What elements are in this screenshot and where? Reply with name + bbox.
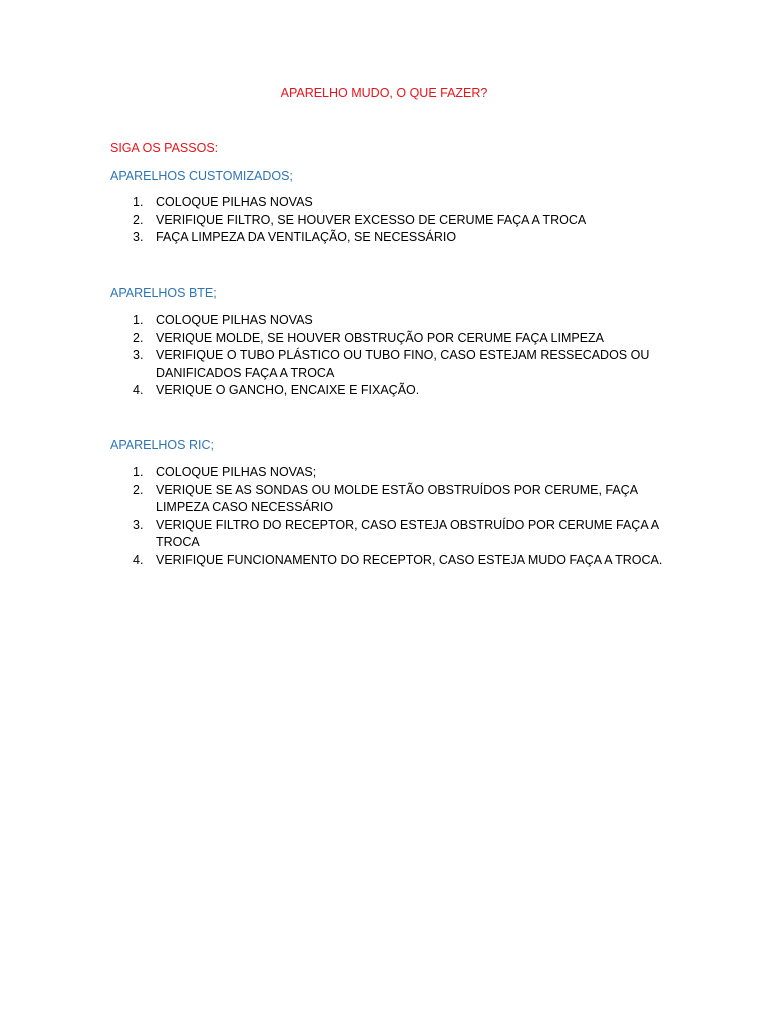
list-item-number: 1. bbox=[133, 195, 144, 209]
steps-list-bte bbox=[110, 312, 665, 400]
list-item bbox=[110, 347, 665, 382]
list-item-text: VERIFIQUE FILTRO, SE HOUVER EXCESSO DE CERUME FAÇA A TROCA bbox=[156, 212, 587, 227]
list-item bbox=[110, 312, 665, 330]
steps-heading: SIGA OS PASSOS: bbox=[110, 141, 219, 155]
list-item-number: 2. bbox=[133, 212, 144, 227]
steps-list-customizados bbox=[110, 194, 665, 247]
list-item bbox=[110, 212, 665, 230]
list-item bbox=[110, 464, 665, 482]
list-item-text: VERIQUE FILTRO DO RECEPTOR, CASO ESTEJA OBSTRUÍDO POR CERUME FAÇA A TROCA bbox=[156, 517, 659, 549]
list-item-number: 1. bbox=[133, 465, 144, 479]
list-item bbox=[110, 194, 665, 212]
steps-list-ric bbox=[110, 464, 665, 569]
list-item-number: 2. bbox=[133, 330, 144, 345]
list-item-text: VERIQUE O GANCHO, ENCAIXE E FIXAÇÃO. bbox=[156, 383, 420, 397]
list-item-number: 4. bbox=[133, 383, 144, 397]
list-item-text: VERIFIQUE O TUBO PLÁSTICO OU TUBO FINO, CASO ESTEJAM RESSECADOS OU DANIFICADOS FAÇA A TROCA bbox=[156, 348, 650, 380]
list-item bbox=[110, 229, 665, 247]
list-item-number: 3. bbox=[133, 517, 144, 532]
section-heading-customizados: APARELHOS CUSTOMIZADOS; bbox=[110, 169, 293, 183]
list-item-text: VERIFIQUE FUNCIONAMENTO DO RECEPTOR, CASO ESTEJA MUDO FAÇA A TROCA. bbox=[156, 552, 663, 567]
list-item-text: COLOQUE PILHAS NOVAS; bbox=[156, 465, 317, 479]
list-item-text: VERIQUE SE AS SONDAS OU MOLDE ESTÃO OBSTRUÍDOS POR CERUME, FAÇA LIMPEZA CASO NECESSÁRIO bbox=[156, 482, 638, 514]
list-item-text: FAÇA LIMPEZA DA VENTILAÇÃO, SE NECESSÁRIO bbox=[156, 230, 457, 244]
section-heading-bte: APARELHOS BTE; bbox=[110, 286, 217, 300]
list-item bbox=[110, 382, 665, 400]
list-item bbox=[110, 517, 665, 552]
list-item-number: 2. bbox=[133, 482, 144, 497]
list-item-text: VERIQUE MOLDE, SE HOUVER OBSTRUÇÃO POR CERUME FAÇA LIMPEZA bbox=[156, 330, 604, 345]
list-item bbox=[110, 552, 665, 570]
page-title: APARELHO MUDO, O QUE FAZER? bbox=[280, 86, 488, 100]
list-item-number: 4. bbox=[133, 552, 144, 567]
list-item-text: COLOQUE PILHAS NOVAS bbox=[156, 313, 313, 327]
list-item-number: 3. bbox=[133, 348, 144, 362]
section-heading-ric: APARELHOS RIC; bbox=[110, 438, 214, 452]
list-item-text: COLOQUE PILHAS NOVAS bbox=[156, 195, 313, 209]
list-item-number: 1. bbox=[133, 313, 144, 327]
list-item bbox=[110, 330, 665, 348]
list-item-number: 3. bbox=[133, 230, 144, 244]
list-item bbox=[110, 482, 665, 517]
